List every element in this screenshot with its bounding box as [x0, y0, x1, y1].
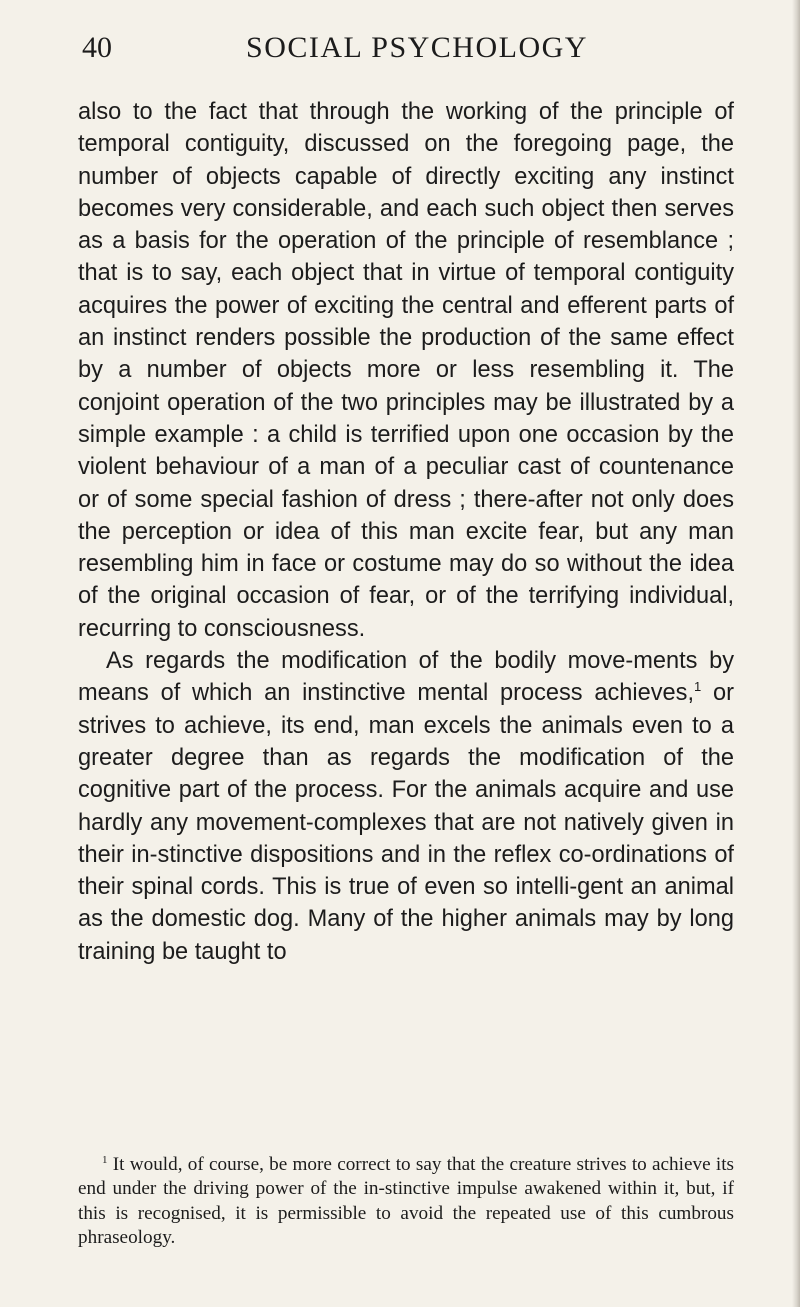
page-edge	[792, 0, 800, 1307]
page-header	[82, 30, 732, 70]
paragraph-2-part-2: or strives to achieve, its end, man excels the animals even to a greater degree than as regards the modification of the cognitive part of the process. For the animals acquire and use hardly any movement-complexes that are not natively given in their in-stinctive dispositions and in the reflex co-ordinations of their spinal cords. This is true of even so intelli-gent an animal as the domestic dog. Many of the higher animals may by long training be taught to	[78, 680, 734, 965]
footnote-reference: 1	[694, 679, 702, 695]
paragraph-2-part-1: As regards the modification of the bodily move-ments by means of which an instinctive mental process achieves,	[78, 648, 734, 707]
running-title: SOCIAL PSYCHOLOGY	[246, 31, 588, 64]
paragraph-1: also to the fact that through the working of the principle of temporal contiguity, discussed on the foregoing page, the number of objects capable of directly exciting any instinct becomes very considerable, and each such object then serves as a basis for the operation of the principle of resemblance ; that is to say, each object that in virtue of temporal contiguity acquires the power of exciting the central and efferent parts of an instinct renders possible the production of the same effect by a number of objects more or less resembling it. The conjoint operation of the two principles may be illustrated by a simple example : a child is terrified upon one occasion by the violent behaviour of a man of a peculiar cast of countenance or of some special fashion of dress ; there-after not only does the perception or idea of this man excite fear, but any man resembling him in face or costume may do so without the idea of the original occasion of fear, or of the terrifying individual, recurring to consciousness.	[78, 99, 734, 642]
footnote-text: It would, of course, be more correct to say that the creature strives to achieve its end under the driving power of the in-stinctive impulse awakened within it, but, if this is recognised, it is permissible to avoid the repeated use of this cumbrous phraseology.	[78, 1154, 734, 1249]
paragraph-2	[78, 645, 734, 968]
footnote-marker: 1	[102, 1154, 108, 1166]
body-text	[78, 96, 734, 968]
footnote	[78, 1153, 734, 1251]
page-number: 40	[82, 31, 112, 64]
